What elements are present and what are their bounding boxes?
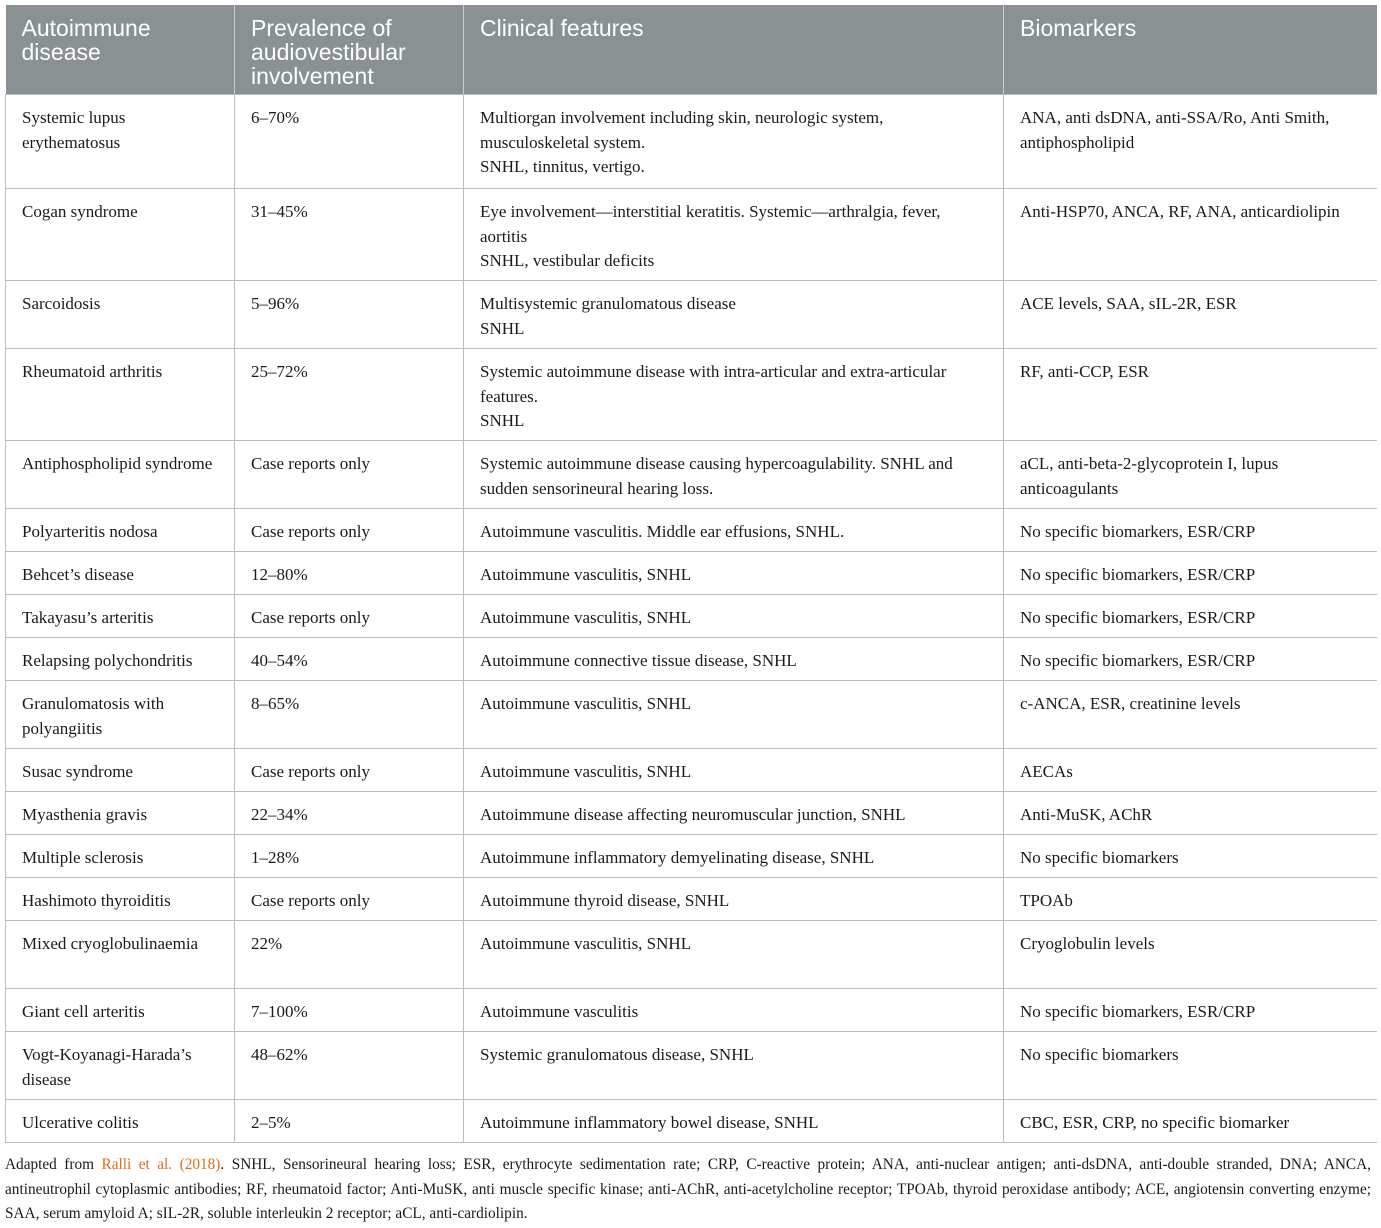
- clinical-feature-line: SNHL, vestibular deficits: [480, 251, 655, 270]
- table-row: [6, 638, 1377, 681]
- cell-biomarkers: [1004, 1100, 1377, 1143]
- clinical-feature-line: Eye involvement—interstitial keratitis. Systemic—arthralgia, fever, aortitis: [480, 202, 941, 246]
- cell-prevalence: 31–45%: [235, 189, 464, 281]
- cell-disease: Antiphospholipid syndrome: [6, 441, 235, 509]
- cell-clinical-features: [464, 1032, 1004, 1100]
- cell-clinical-features: [464, 189, 1004, 281]
- table-row: [6, 749, 1377, 792]
- cell-disease: Susac syndrome: [6, 749, 235, 792]
- cell-prevalence: 8–65%: [235, 681, 464, 749]
- clinical-feature-line: Autoimmune disease affecting neuromuscular junction, SNHL: [480, 805, 906, 824]
- clinical-feature-line: SNHL: [480, 318, 525, 338]
- biomarker-line: Anti-MuSK, AChR: [1020, 805, 1153, 824]
- cell-disease: Multiple sclerosis: [6, 835, 235, 878]
- header-biomarkers: Biomarkers: [1004, 5, 1377, 95]
- cell-biomarkers: [1004, 989, 1377, 1032]
- biomarker-line: ANA, anti dsDNA, anti-SSA/Ro, Anti Smith,: [1020, 108, 1330, 127]
- table-row: [6, 349, 1377, 441]
- cell-biomarkers: [1004, 595, 1377, 638]
- cell-clinical-features: [464, 509, 1004, 552]
- cell-biomarkers: [1004, 349, 1377, 441]
- clinical-feature-line: Autoimmune inflammatory bowel disease, SNHL: [480, 1113, 819, 1132]
- table-row: [6, 509, 1377, 552]
- cell-clinical-features: [464, 749, 1004, 792]
- clinical-feature-line: SNHL, tinnitus, vertigo.: [480, 157, 645, 176]
- footnote-text: . SNHL, Sensorineural hearing loss; ESR, erythrocyte sedimentation rate; CRP, C-reactive protein; ANA, anti-nuclear antigen; anti-dsDNA, anti-double stranded, DNA; ANCA, antineutrophil cytoplasmic antibodies; RF, rheumatoid factor; Anti-MuSK, anti muscle specific kinase; anti-AChR, anti-acetylcholine receptor; TPOAb, thyroid peroxidase antibody; ACE, angiotensin converting enzyme; SAA, serum amyloid A; sIL-2R, soluble interleukin 2 receptor; aCL, anti-cardiolipin.: [5, 1156, 1371, 1222]
- cell-prevalence: 5–96%: [235, 281, 464, 349]
- biomarker-line: Cryoglobulin levels: [1020, 934, 1155, 953]
- cell-clinical-features: [464, 989, 1004, 1032]
- cell-biomarkers: [1004, 189, 1377, 281]
- clinical-feature-line: Autoimmune vasculitis, SNHL: [480, 934, 692, 953]
- cell-prevalence: Case reports only: [235, 749, 464, 792]
- cell-clinical-features: [464, 595, 1004, 638]
- cell-disease: Vogt-Koyanagi-Harada’s disease: [6, 1032, 235, 1100]
- table-row: [6, 989, 1377, 1032]
- cell-clinical-features: [464, 878, 1004, 921]
- clinical-feature-line: Systemic autoimmune disease with intra-articular and extra-articular features.: [480, 362, 947, 406]
- biomarker-line: No specific biomarkers: [1020, 1045, 1179, 1064]
- clinical-feature-line: Autoimmune connective tissue disease, SNHL: [480, 651, 797, 670]
- cell-disease: Mixed cryoglobulinaemia: [6, 921, 235, 989]
- table-container: [5, 5, 1376, 1143]
- table-header-row: [6, 5, 1377, 95]
- cell-disease: Ulcerative colitis: [6, 1100, 235, 1143]
- cell-prevalence: 40–54%: [235, 638, 464, 681]
- cell-biomarkers: [1004, 509, 1377, 552]
- biomarker-line: No specific biomarkers, ESR/CRP: [1020, 1002, 1256, 1021]
- cell-prevalence: 7–100%: [235, 989, 464, 1032]
- table-row: [6, 792, 1377, 835]
- table-row: [6, 281, 1377, 349]
- cell-clinical-features: [464, 552, 1004, 595]
- biomarker-line: No specific biomarkers, ESR/CRP: [1020, 608, 1256, 627]
- cell-prevalence: 22–34%: [235, 792, 464, 835]
- biomarker-line: anticoagulants: [1020, 478, 1119, 498]
- clinical-feature-line: Systemic autoimmune disease causing hypercoagulability. SNHL and sudden sensorineural hearing loss.: [480, 454, 953, 498]
- cell-disease: Systemic lupus erythematosus: [6, 95, 235, 189]
- table-row: [6, 878, 1377, 921]
- clinical-feature-line: Multisystemic granulomatous disease: [480, 294, 736, 313]
- footnote-prefix: Adapted from: [5, 1156, 102, 1173]
- table-body: [6, 95, 1377, 1143]
- cell-biomarkers: [1004, 792, 1377, 835]
- clinical-feature-line: Autoimmune vasculitis, SNHL: [480, 565, 692, 584]
- cell-clinical-features: [464, 921, 1004, 989]
- cell-prevalence: Case reports only: [235, 595, 464, 638]
- header-prevalence: Prevalence of audiovestibular involvement: [235, 5, 464, 95]
- cell-biomarkers: [1004, 638, 1377, 681]
- biomarker-line: RF, anti-CCP, ESR: [1020, 362, 1150, 381]
- clinical-feature-line: SNHL: [480, 411, 525, 430]
- biomarker-line: No specific biomarkers, ESR/CRP: [1020, 651, 1256, 670]
- biomarker-line: No specific biomarkers: [1020, 848, 1179, 867]
- table-row: [6, 681, 1377, 749]
- cell-clinical-features: [464, 441, 1004, 509]
- cell-biomarkers: [1004, 749, 1377, 792]
- biomarker-line: ACE levels, SAA, sIL-2R, ESR: [1020, 294, 1237, 313]
- cell-prevalence: 22%: [235, 921, 464, 989]
- cell-disease: Relapsing polychondritis: [6, 638, 235, 681]
- cell-disease: Rheumatoid arthritis: [6, 349, 235, 441]
- table-row: [6, 441, 1377, 509]
- table-row: [6, 1100, 1377, 1143]
- autoimmune-disease-table: [5, 5, 1377, 1143]
- cell-clinical-features: [464, 95, 1004, 189]
- cell-disease: Myasthenia gravis: [6, 792, 235, 835]
- cell-disease: Behcet’s disease: [6, 552, 235, 595]
- cell-biomarkers: [1004, 95, 1377, 189]
- table-row: [6, 189, 1377, 281]
- cell-clinical-features: [464, 835, 1004, 878]
- cell-prevalence: 12–80%: [235, 552, 464, 595]
- cell-prevalence: Case reports only: [235, 878, 464, 921]
- cell-biomarkers: [1004, 1032, 1377, 1100]
- cell-disease: Sarcoidosis: [6, 281, 235, 349]
- biomarker-line: No specific biomarkers, ESR/CRP: [1020, 565, 1256, 584]
- clinical-feature-line: Multiorgan involvement including skin, neurologic system, musculoskeletal system.: [480, 108, 884, 152]
- citation-link[interactable]: Ralli et al. (2018): [101, 1156, 221, 1173]
- cell-prevalence: 2–5%: [235, 1100, 464, 1143]
- table-footnote: [5, 1153, 1371, 1227]
- cell-clinical-features: [464, 281, 1004, 349]
- clinical-feature-line: Autoimmune vasculitis: [480, 1002, 639, 1021]
- cell-clinical-features: [464, 681, 1004, 749]
- cell-biomarkers: [1004, 681, 1377, 749]
- cell-disease: Hashimoto thyroiditis: [6, 878, 235, 921]
- biomarker-line: c-ANCA, ESR, creatinine levels: [1020, 694, 1241, 713]
- biomarker-line: No specific biomarkers, ESR/CRP: [1020, 522, 1256, 541]
- clinical-feature-line: Autoimmune vasculitis. Middle ear effusions, SNHL.: [480, 522, 845, 541]
- table-row: [6, 595, 1377, 638]
- table-row: [6, 921, 1377, 989]
- cell-prevalence: Case reports only: [235, 509, 464, 552]
- cell-clinical-features: [464, 792, 1004, 835]
- biomarker-line: CBC, ESR, CRP, no specific biomarker: [1020, 1113, 1290, 1132]
- cell-biomarkers: [1004, 835, 1377, 878]
- cell-biomarkers: [1004, 552, 1377, 595]
- biomarker-line: AECAs: [1020, 762, 1073, 781]
- cell-prevalence: 48–62%: [235, 1032, 464, 1100]
- cell-prevalence: 6–70%: [235, 95, 464, 189]
- clinical-feature-line: Autoimmune vasculitis, SNHL: [480, 608, 692, 627]
- clinical-feature-line: Autoimmune vasculitis, SNHL: [480, 762, 692, 781]
- table-row: [6, 835, 1377, 878]
- clinical-feature-line: Systemic granulomatous disease, SNHL: [480, 1045, 754, 1064]
- biomarker-line: Anti-HSP70, ANCA, RF, ANA, anticardiolipin: [1020, 202, 1340, 221]
- biomarker-line: TPOAb: [1020, 891, 1073, 910]
- cell-prevalence: 25–72%: [235, 349, 464, 441]
- cell-clinical-features: [464, 638, 1004, 681]
- clinical-feature-line: Autoimmune vasculitis, SNHL: [480, 694, 692, 713]
- clinical-feature-line: Autoimmune thyroid disease, SNHL: [480, 891, 730, 910]
- table-row: [6, 552, 1377, 595]
- cell-clinical-features: [464, 1100, 1004, 1143]
- header-clinical-features: Clinical features: [464, 5, 1004, 95]
- cell-biomarkers: [1004, 441, 1377, 509]
- table-row: [6, 95, 1377, 189]
- cell-prevalence: Case reports only: [235, 441, 464, 509]
- cell-disease: Takayasu’s arteritis: [6, 595, 235, 638]
- clinical-feature-line: Autoimmune inflammatory demyelinating disease, SNHL: [480, 848, 875, 867]
- cell-disease: Polyarteritis nodosa: [6, 509, 235, 552]
- biomarker-line: aCL, anti-beta-2-glycoprotein I, lupus: [1020, 454, 1279, 473]
- cell-disease: Granulomatosis with polyangiitis: [6, 681, 235, 749]
- biomarker-line: antiphospholipid: [1020, 132, 1135, 152]
- cell-biomarkers: [1004, 878, 1377, 921]
- cell-disease: Giant cell arteritis: [6, 989, 235, 1032]
- cell-disease: Cogan syndrome: [6, 189, 235, 281]
- cell-prevalence: 1–28%: [235, 835, 464, 878]
- cell-biomarkers: [1004, 281, 1377, 349]
- cell-clinical-features: [464, 349, 1004, 441]
- header-disease: Autoimmune disease: [6, 5, 235, 95]
- cell-biomarkers: [1004, 921, 1377, 989]
- table-row: [6, 1032, 1377, 1100]
